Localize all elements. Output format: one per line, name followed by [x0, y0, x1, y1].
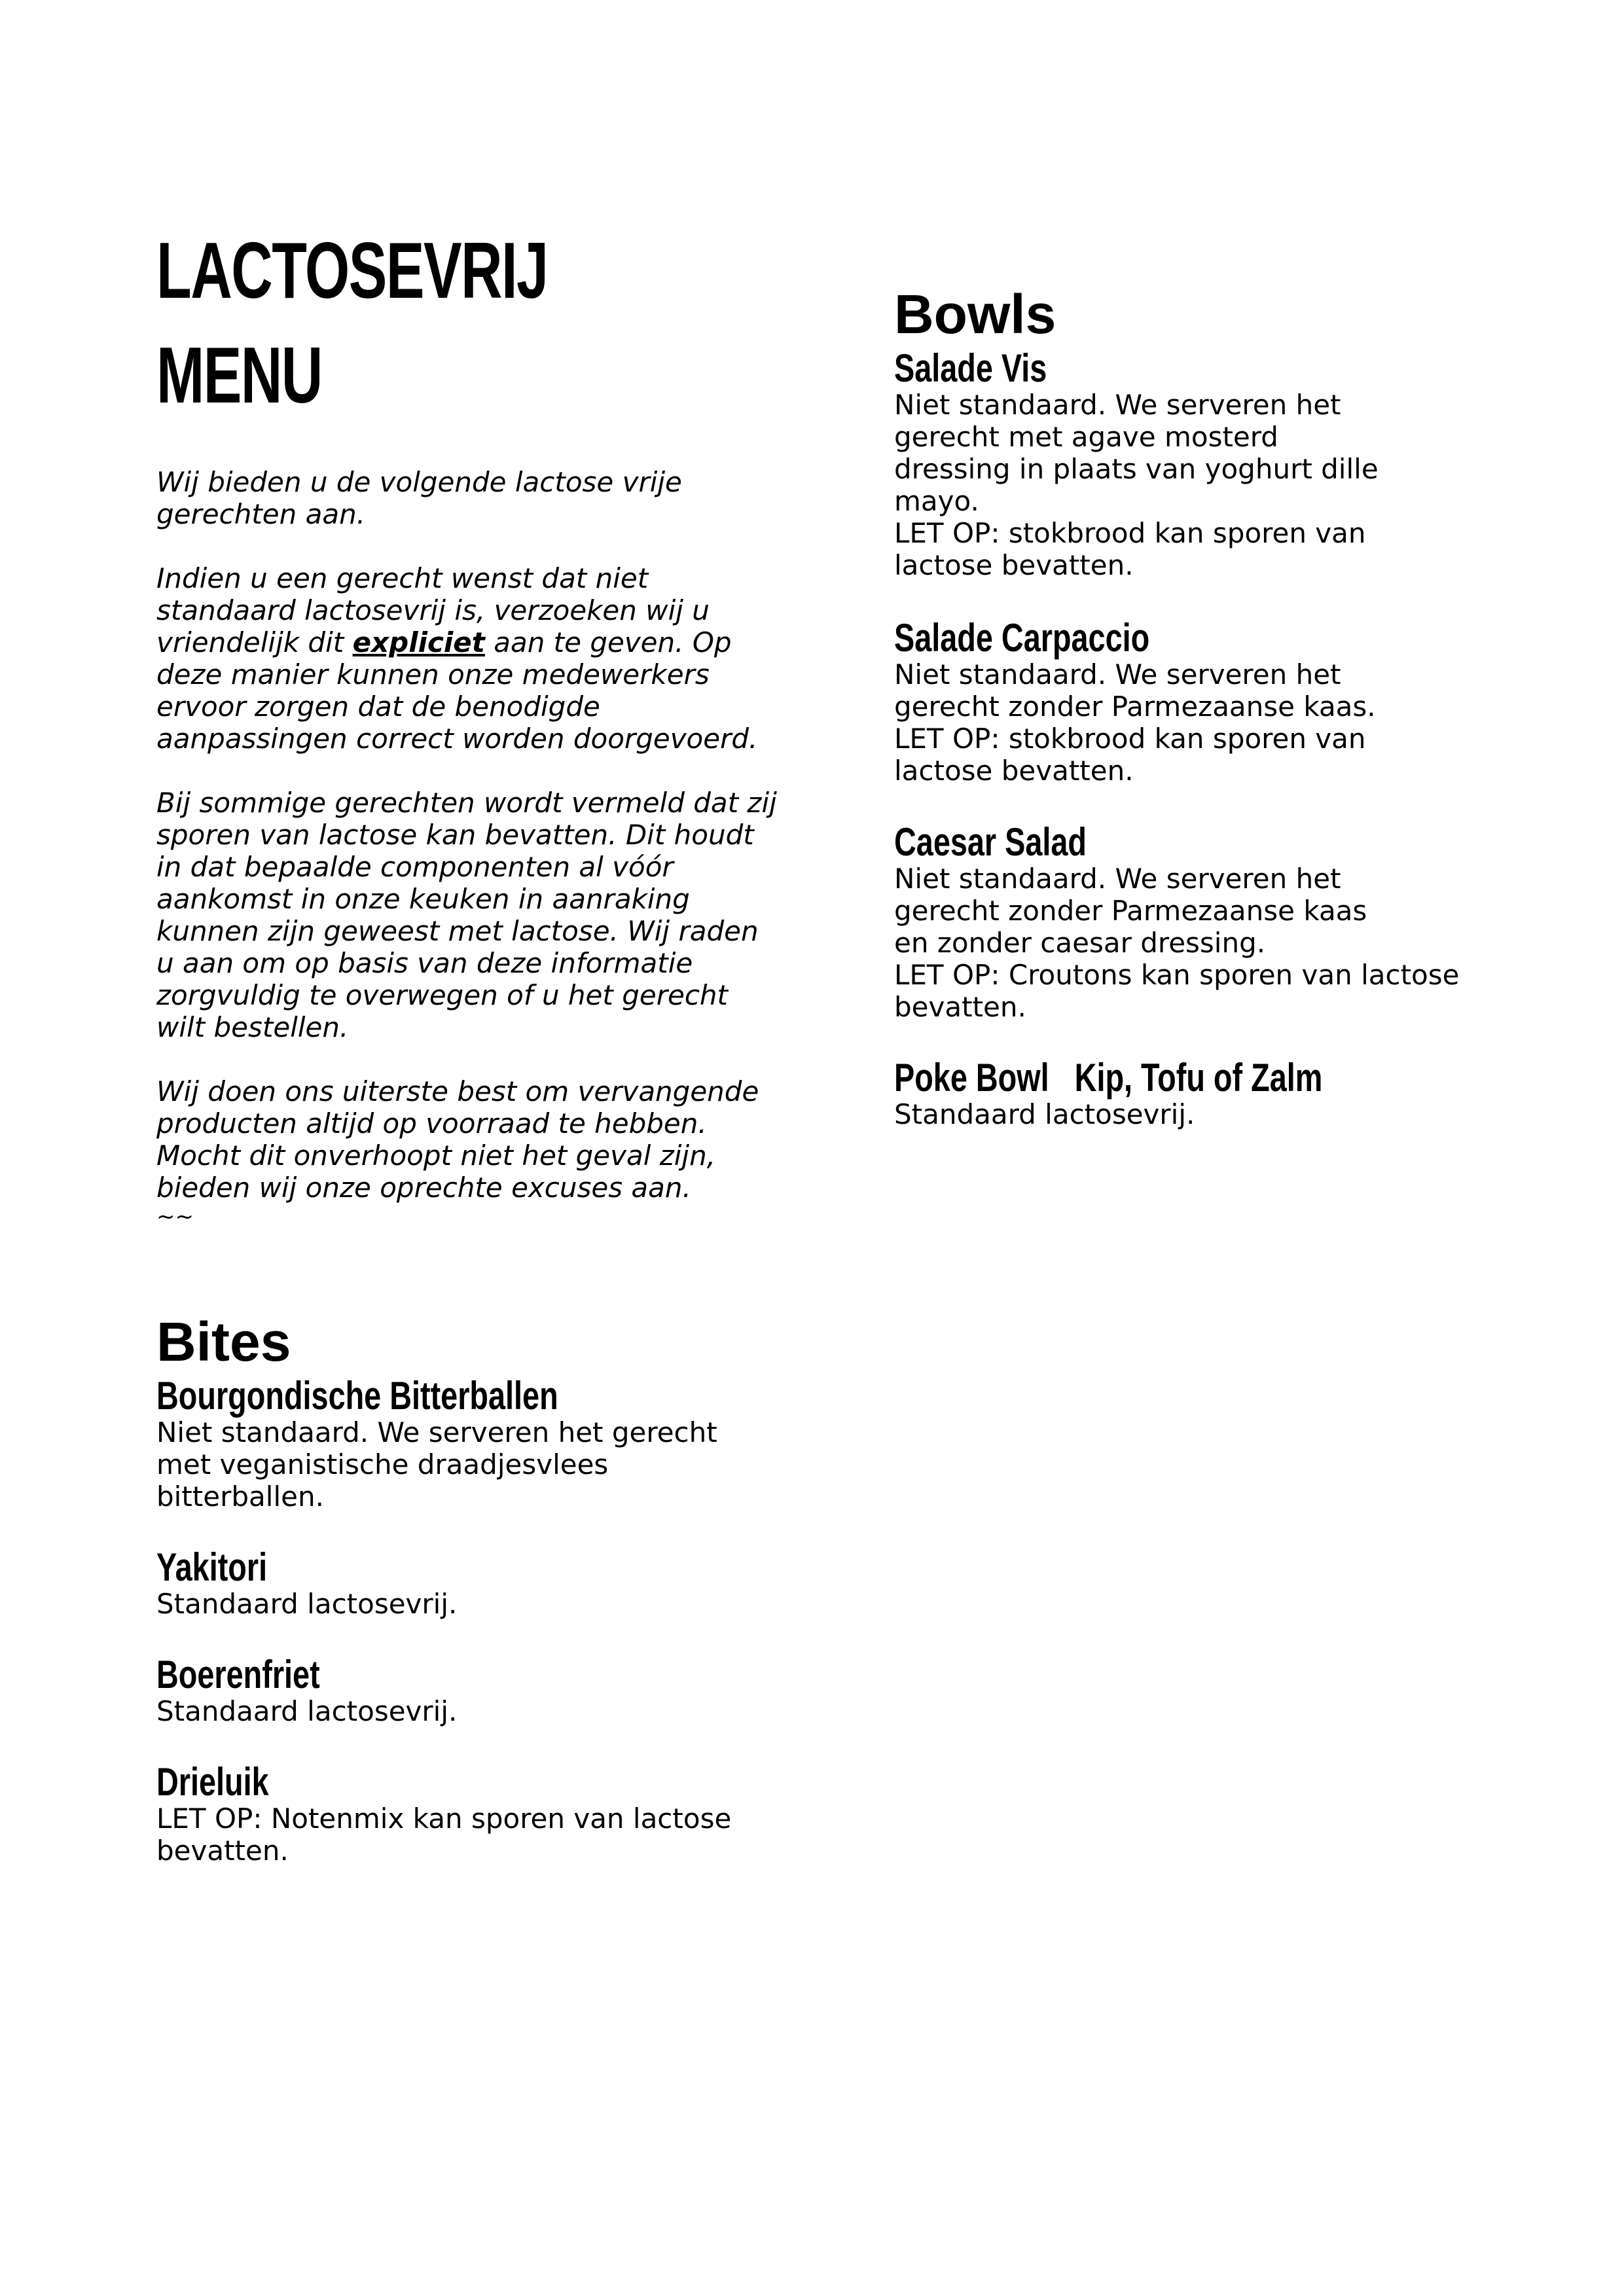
dish-description: Niet standaard. We serveren het gerecht met agave mosterd dressing in plaats van yoghurt dille mayo. LET OP: stokbrood kan sporen van lactose bevatten.	[894, 389, 1379, 581]
dish-boerenfriet	[156, 1655, 811, 1727]
bites-heading: Bites	[156, 1311, 291, 1372]
dish-description: Standaard lactosevrij.	[894, 1098, 1195, 1130]
dish-name: Boerenfriet	[156, 1653, 320, 1696]
dish-name: Caesar Salad	[894, 820, 1087, 864]
dish-name: Yakitori	[156, 1545, 268, 1589]
intro-paragraph-2	[156, 562, 798, 755]
dish-name: Bourgondische Bitterballen	[156, 1374, 558, 1418]
intro-tilde: ~~	[156, 1204, 194, 1230]
left-column	[156, 0, 811, 2296]
dish-name: Salade Carpaccio	[894, 616, 1150, 660]
intro-paragraph-3: Bij sommige gerechten wordt vermeld dat zij sporen van lactose kan bevatten. Dit houdt in dat bepaalde componenten al vóór aankomst in onze keuken in aanraking kunnen zijn geweest met lactose. Wij raden u aan om op basis van deze informatie zorgvuldig te overwegen of u het gerecht wilt bestellen.	[156, 787, 777, 1043]
intro-text	[156, 466, 798, 1230]
dish-yakitori	[156, 1547, 811, 1620]
menu-title-line-1: LACTOSEVRIJ	[156, 226, 548, 315]
dish-name: Salade Vis	[894, 346, 1047, 390]
dish-drieluik	[156, 1762, 811, 1867]
intro-emphasis: expliciet	[352, 626, 485, 658]
dish-name: Poke Bowl Kip, Tofu of Zalm	[894, 1056, 1323, 1100]
menu-title-line-2: MENU	[156, 331, 322, 420]
intro-paragraph-1: Wij bieden u de volgende lactose vrije gerechten aan.	[156, 466, 682, 530]
bowls-heading: Bowls	[894, 283, 1056, 345]
dish-poke-bowl	[894, 1058, 1549, 1130]
right-column	[894, 0, 1549, 2296]
dish-bourgondische-bitterballen	[156, 1376, 811, 1513]
dish-description: Standaard lactosevrij.	[156, 1588, 458, 1620]
intro-paragraph-2-end: aan te geven. Op deze manier kunnen onze medewerkers ervoor zorgen dat de benodigde aanpassingen correct worden doorgevoerd.	[156, 626, 758, 755]
dish-caesar-salad	[894, 822, 1549, 1023]
intro-paragraph-2-start: Indien u een gerecht wenst dat niet standaard lactosevrij is, verzoeken wij u vriendelijk dit	[156, 562, 710, 658]
dish-description: Standaard lactosevrij.	[156, 1695, 458, 1727]
dish-salade-vis	[894, 348, 1549, 581]
dish-description: Niet standaard. We serveren het gerecht zonder Parmezaanse kaas. LET OP: stokbrood kan sporen van lactose bevatten.	[894, 658, 1376, 787]
dish-description: LET OP: Notenmix kan sporen van lactose bevatten.	[156, 1803, 732, 1867]
dish-description: Niet standaard. We serveren het gerecht met veganistische draadjesvlees bitterballen.	[156, 1416, 717, 1513]
dish-name: Drieluik	[156, 1760, 269, 1804]
dish-description: Niet standaard. We serveren het gerecht zonder Parmezaanse kaas en zonder caesar dressing. LET OP: Croutons kan sporen van lactose bevatten.	[894, 863, 1460, 1023]
intro-paragraph-4: Wij doen ons uiterste best om vervangende producten altijd op voorraad te hebben. Mocht dit onverhoopt niet het geval zijn, bieden wij onze oprechte excuses aan.	[156, 1075, 759, 1204]
dish-salade-carpaccio	[894, 618, 1549, 787]
